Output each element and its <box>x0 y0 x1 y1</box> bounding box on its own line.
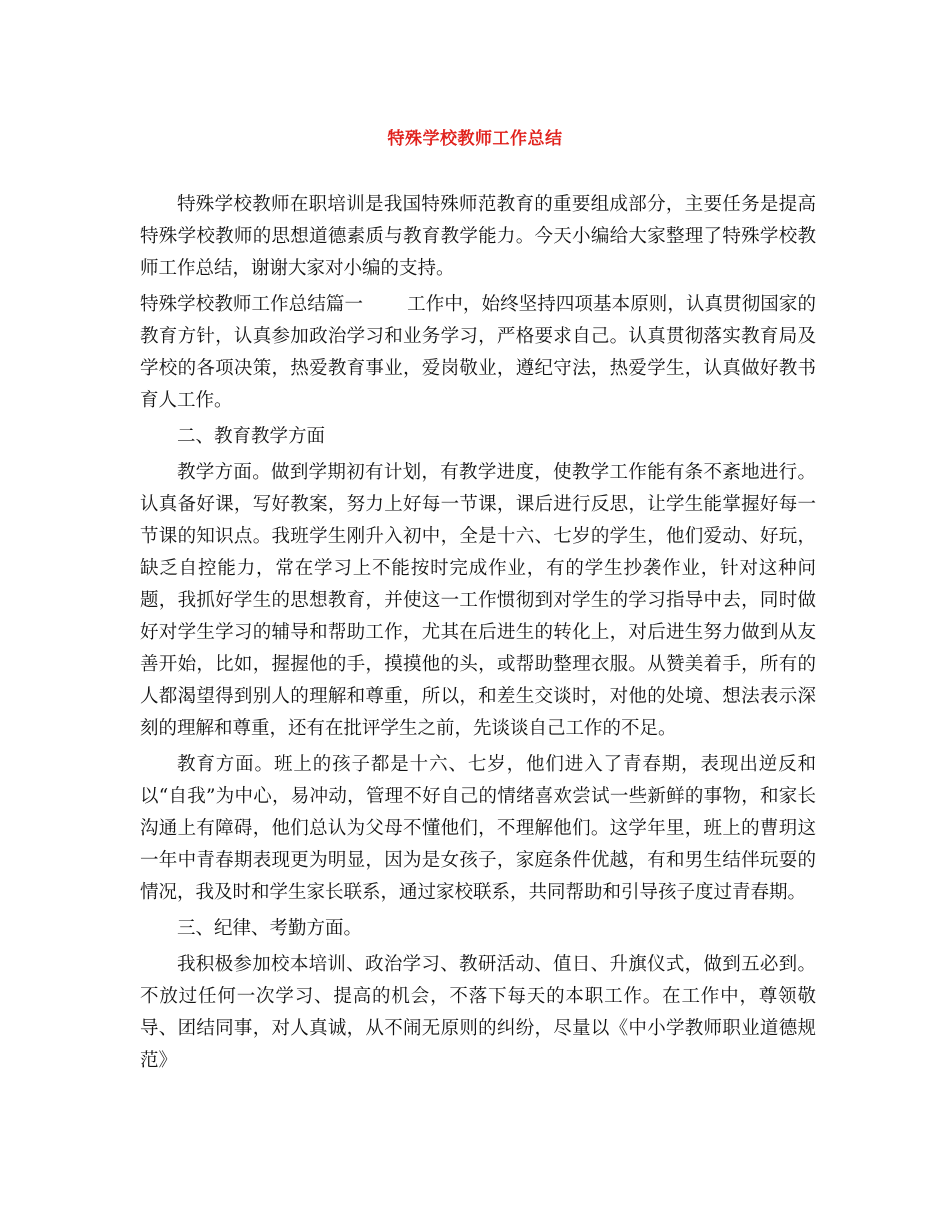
document-body <box>140 189 816 1081</box>
section-three-heading: 三、纪律、考勤方面。 <box>177 918 363 939</box>
document-title: 特殊学校教师工作总结 <box>387 129 563 149</box>
section-one-paragraph <box>140 289 816 417</box>
teaching-paragraph: 教学方面。做到学期初有计划，有教学进度，使教学工作能有条不紊地进行。认真备好课，写好教案，努力上好每一节课，课后进行反思，让学生能掌握好每一节课的知识点。我班学生刚升入初中，全是十六、七岁的学生，他们爱动、好玩，缺乏自控能力，常在学习上不能按时完成作业，有的学生抄袭作业，针对这种问题，我抓好学生的思想教育，并使这一工作惯彻到对学生的学习指导中去，同时做好对学生学习的辅导和帮助工作，尤其在后进生的转化上，对后进生努力做到从友善开始，比如，握握他的手，摸摸他的头，或帮助整理衣服。从赞美着手，所有的人都渴望得到别人的理解和尊重，所以，和差生交谈时，对他的处境、想法表示深刻的理解和尊重，还有在批评学生之前，先谈谈自己工作的不足。 <box>140 462 816 739</box>
section-one-heading: 特殊学校教师工作总结篇一 <box>140 294 364 315</box>
education-paragraph: 教育方面。班上的孩子都是十六、七岁，他们进入了青春期，表现出逆反和以“自我”为中心，易冲动，管理不好自己的情绪喜欢尝试一些新鲜的事物，和家长沟通上有障碍，他们总认为父母不懂他们，不理解他们。这学年里，班上的曹玥这一年中青春期表现更为明显，因为是女孩子，家庭条件优越，有和男生结伴玩耍的情况，我及时和学生家长联系，通过家校联系，共同帮助和引导孩子度过青春期。 <box>140 754 816 903</box>
intro-paragraph: 特殊学校教师在职培训是我国特殊师范教育的重要组成部分，主要任务是提高特殊学校教师的思想道德素质与教育教学能力。今天小编给大家整理了特殊学校教师工作总结，谢谢大家对小编的支持。 <box>140 194 816 279</box>
section-two-heading: 二、教育教学方面 <box>177 426 326 447</box>
discipline-paragraph: 我积极参加校本培训、政治学习、教研活动、值日、升旗仪式，做到五必到。不放过任何一次学习、提高的机会，不落下每天的本职工作。在工作中，尊领敬导、团结同事，对人真诚，从不闹无原则的纠纷，尽量以《中小学教师职业道德规范》 <box>140 954 816 1071</box>
section-one-text: 工作中，始终坚持四项基本原则，认真贯彻国家的教育方针，认真参加政治学习和业务学习，严格要求自己。认真贯彻落实教育局及学校的各项决策，热爱教育事业，爱岗敬业，遵纪守法，热爱学生，认真做好教书育人工作。 <box>140 294 816 411</box>
